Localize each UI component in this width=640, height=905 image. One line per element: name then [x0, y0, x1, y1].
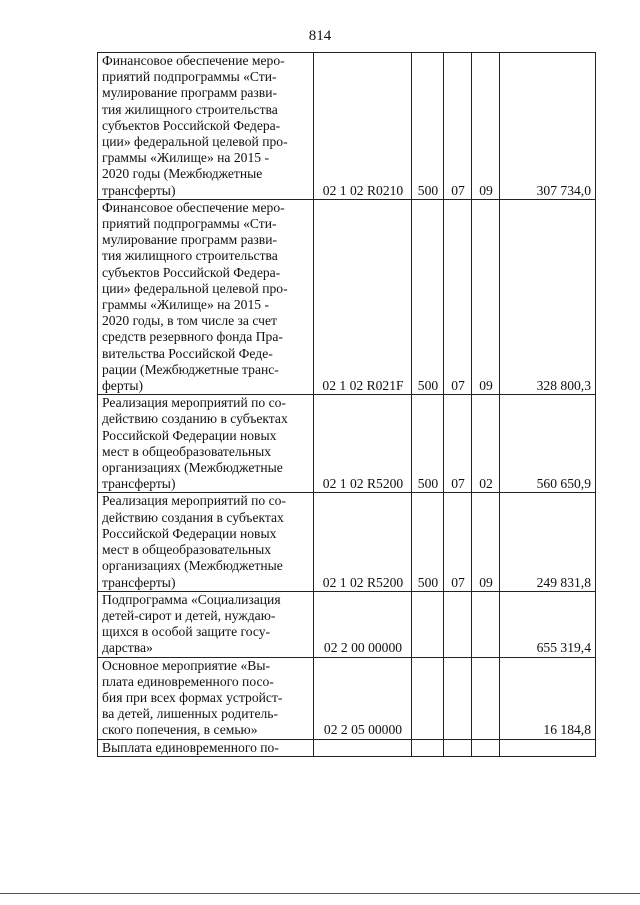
- cell-amount: 16 184,8: [500, 657, 596, 739]
- cell-section: 07: [444, 395, 472, 493]
- cell-section: [444, 591, 472, 657]
- cell-item-name: [98, 199, 314, 394]
- cell-target-code: 02 1 02 R5200: [314, 493, 412, 591]
- item-name-line: мулирование программ разви-: [102, 85, 278, 101]
- item-name-line: бия при всех формах устройст-: [102, 689, 283, 705]
- item-name-line: мест в общеобразовательных: [102, 443, 272, 459]
- item-name-line: организациях (Межбюджетные: [102, 460, 283, 476]
- item-name-line: граммы «Жилище» на 2015 -: [102, 150, 269, 166]
- cell-target-code: 02 1 02 R0210: [314, 53, 412, 200]
- item-name-line: трансферты): [102, 574, 176, 590]
- cell-amount: 249 831,8: [500, 493, 596, 591]
- item-name-line: действию созданию в субъектах: [102, 411, 288, 427]
- cell-target-code: 02 2 05 00000: [314, 657, 412, 739]
- item-name-line: детей-сирот и детей, нуждаю-: [102, 607, 276, 623]
- item-name-line: тия жилищного строительства: [102, 248, 278, 264]
- item-name-line: Реализация мероприятий по со-: [102, 493, 286, 509]
- cell-target-code: 02 1 02 R5200: [314, 395, 412, 493]
- cell-amount: [500, 739, 596, 756]
- budget-table: [97, 52, 596, 757]
- cell-subsection: 09: [472, 493, 500, 591]
- cell-section: 07: [444, 199, 472, 394]
- cell-expense-type: 500: [412, 199, 444, 394]
- table-row: [98, 657, 596, 739]
- cell-target-code: [314, 739, 412, 756]
- item-name-line: 2020 годы, в том числе за счет: [102, 313, 277, 329]
- cell-amount: 655 319,4: [500, 591, 596, 657]
- cell-amount: 307 734,0: [500, 53, 596, 200]
- cell-subsection: 02: [472, 395, 500, 493]
- item-name-line: Основное мероприятие «Вы-: [102, 657, 271, 673]
- item-name-line: ции» федеральной целевой про-: [102, 280, 288, 296]
- item-name-line: Российской Федерации новых: [102, 427, 277, 443]
- cell-amount: 560 650,9: [500, 395, 596, 493]
- item-name-line: дарства»: [102, 640, 153, 656]
- cell-item-name: [98, 739, 314, 756]
- cell-section: [444, 739, 472, 756]
- item-name-line: ферты): [102, 378, 144, 394]
- cell-amount: 328 800,3: [500, 199, 596, 394]
- item-name-line: Российской Федерации новых: [102, 525, 277, 541]
- item-name-line: щихся в особой защите госу-: [102, 624, 271, 640]
- table-row: [98, 739, 596, 756]
- cell-subsection: [472, 657, 500, 739]
- item-name-line: ва детей, лишенных родитель-: [102, 706, 278, 722]
- cell-subsection: [472, 591, 500, 657]
- table-row: [98, 395, 596, 493]
- item-name-line: 2020 годы (Межбюджетные: [102, 166, 263, 182]
- cell-subsection: 09: [472, 53, 500, 200]
- item-name-line: субъектов Российской Федера-: [102, 117, 281, 133]
- cell-expense-type: [412, 739, 444, 756]
- item-name-line: мест в общеобразовательных: [102, 542, 272, 558]
- item-name-line: приятий подпрограммы «Сти-: [102, 69, 277, 85]
- cell-expense-type: 500: [412, 493, 444, 591]
- cell-target-code: 02 1 02 R021F: [314, 199, 412, 394]
- item-name-line: действию создания в субъектах: [102, 509, 284, 525]
- item-name-line: плата единовременного посо-: [102, 673, 274, 689]
- cell-section: [444, 657, 472, 739]
- item-name-line: организациях (Межбюджетные: [102, 558, 283, 574]
- item-name-line: мулирование программ разви-: [102, 232, 278, 248]
- item-name-line: Реализация мероприятий по со-: [102, 395, 286, 411]
- item-name-line: субъектов Российской Федера-: [102, 264, 281, 280]
- table-row: [98, 591, 596, 657]
- item-name-line: приятий подпрограммы «Сти-: [102, 216, 277, 232]
- cell-target-code: 02 2 00 00000: [314, 591, 412, 657]
- page-number: 814: [308, 28, 332, 44]
- cell-item-name: [98, 493, 314, 591]
- cell-subsection: 09: [472, 199, 500, 394]
- item-name-line: Финансовое обеспечение меро-: [102, 53, 285, 68]
- item-name-line: ского попечения, в семью»: [102, 722, 258, 738]
- cell-item-name: [98, 591, 314, 657]
- item-name-line: рации (Межбюджетные транс-: [102, 361, 279, 377]
- item-name-line: средств резервного фонда Пра-: [102, 329, 283, 345]
- item-name-line: Финансовое обеспечение меро-: [102, 199, 285, 215]
- item-name-line: граммы «Жилище» на 2015 -: [102, 297, 269, 313]
- cell-section: 07: [444, 53, 472, 200]
- bottom-rule: [0, 893, 640, 894]
- table-body: [98, 53, 596, 757]
- cell-expense-type: 500: [412, 395, 444, 493]
- item-name-line: трансферты): [102, 182, 176, 198]
- item-name-line: трансферты): [102, 476, 176, 492]
- table-row: [98, 53, 596, 200]
- item-name-line: ции» федеральной целевой про-: [102, 134, 288, 150]
- cell-expense-type: 500: [412, 53, 444, 200]
- cell-item-name: [98, 395, 314, 493]
- item-name-line: тия жилищного строительства: [102, 101, 278, 117]
- table-row: [98, 199, 596, 394]
- cell-item-name: [98, 657, 314, 739]
- item-name-line: Выплата единовременного по-: [102, 739, 279, 755]
- table-row: [98, 493, 596, 591]
- item-name-line: вительства Российской Феде-: [102, 345, 273, 361]
- cell-section: 07: [444, 493, 472, 591]
- cell-item-name: [98, 53, 314, 200]
- cell-expense-type: [412, 591, 444, 657]
- cell-expense-type: [412, 657, 444, 739]
- cell-subsection: [472, 739, 500, 756]
- item-name-line: Подпрограмма «Социализация: [102, 591, 281, 607]
